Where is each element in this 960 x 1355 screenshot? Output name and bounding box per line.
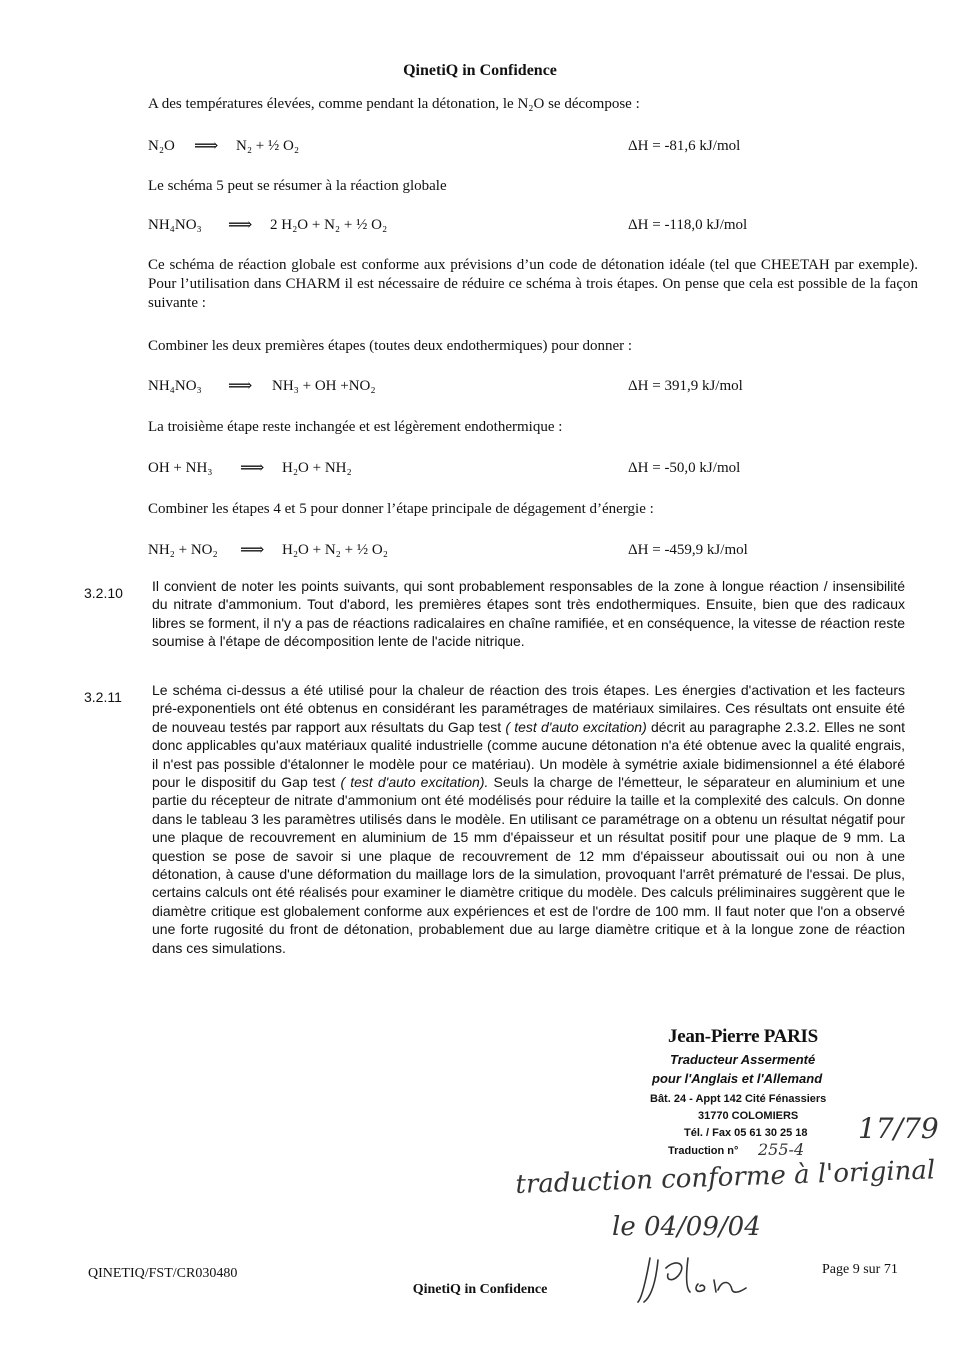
stamp-title-1: Traducteur Assermenté	[670, 1052, 816, 1067]
handwritten-date: le 04/09/04	[612, 1212, 761, 1242]
handwritten-translation-number: 255-4	[758, 1140, 805, 1159]
stamp-phone: Tél. / Fax 05 61 30 25 18	[684, 1127, 808, 1139]
equation-1-rhs: N₂ + ½ O₂	[236, 138, 300, 154]
equation-2-enthalpy: ΔH = -118,0 kJ/mol	[628, 217, 748, 233]
equation-3-enthalpy: ΔH = 391,9 kJ/mol	[628, 378, 743, 394]
arrow-icon: ⟹	[240, 458, 265, 477]
document-reference: QINETIQ/FST/CR030480	[88, 1266, 238, 1281]
equation-2-lhs: NH₄NO₃	[148, 217, 202, 233]
equation-5-lhs: NH₂ + NO₂	[148, 542, 218, 558]
equation-3-rhs: NH₃ + OH +NO₂	[272, 378, 376, 394]
equation-4-lhs: OH + NH₃	[148, 460, 213, 476]
equation-5-rhs: H₂O + N₂ + ½ O₂	[282, 542, 388, 558]
page-number: Page 9 sur 71	[822, 1262, 898, 1277]
arrow-icon: ⟹	[228, 376, 253, 395]
section-3-2-11-italic-1: ( test d'auto excitation)	[505, 718, 647, 735]
equation-1-enthalpy: ΔH = -81,6 kJ/mol	[628, 138, 741, 154]
paragraph-schema-5: Le schéma 5 peut se résumer à la réaction globale	[148, 178, 447, 194]
arrow-icon: ⟹	[194, 136, 219, 155]
stamp-address: Bât. 24 - Appt 142 Cité Fénassiers	[650, 1093, 827, 1105]
equation-1-lhs: N₂O	[148, 138, 175, 154]
arrow-icon: ⟹	[228, 215, 253, 234]
handwritten-page-count: 17/79	[858, 1112, 939, 1145]
section-3-2-11-part-2: décrit au paragraphe 2.3.2. Elles ne sont donc applicables qu'aux matériaux qualité industrielle (comme aucune détonation n'a été obtenue avec la qualité engrais, il n'est pas possible d'étalonner le modèle pour ce matériau). Un modèle à symétrie axiale bidimensionnel a été élaboré pour le dispositif du Gap test	[152, 718, 905, 791]
section-3-2-11-text	[152, 681, 905, 957]
section-3-2-11-part-1: Le schéma ci-dessus a été utilisé pour la chaleur de réaction des trois étapes. Les énergies d'activation et les facteurs pré-exponentiels ont été obtenus en considérant les paramétrages de matériaux similaires. Ces résultats ont ensuite été de nouveau testés par rapport aux résultats du Gap test	[152, 682, 905, 735]
section-3-2-10-number: 3.2.10	[84, 585, 123, 601]
stamp-city: 31770 COLOMIERS	[698, 1110, 799, 1122]
section-3-2-11-italic-2: ( test d'auto excitation).	[340, 774, 489, 791]
paragraph-third-step: La troisième étape reste inchangée et est légèrement endothermique :	[148, 419, 563, 435]
paragraph-global-scheme: Ce schéma de réaction globale est conforme aux prévisions d’un code de détonation idéale (tel que CHEETAH par exemple). Pour l’utilisation dans CHARM il est nécessaire de réduire ce schéma à trois étapes. On pense que cela est possible de la façon suivante :	[148, 257, 918, 311]
page-header: QinetiQ in Confidence	[403, 62, 557, 79]
section-3-2-11-number: 3.2.11	[84, 689, 122, 705]
paragraph-combine-2: Combiner les étapes 4 et 5 pour donner l’étape principale de dégagement d’énergie :	[148, 501, 654, 517]
stamp-title-2: pour l'Anglais et l'Allemand	[652, 1071, 823, 1086]
equation-4-rhs: H₂O + NH₂	[282, 460, 352, 476]
signature-icon	[636, 1250, 766, 1310]
equation-2-rhs: 2 H₂O + N₂ + ½ O₂	[270, 217, 388, 233]
handwritten-certification: traduction conforme à l'original	[515, 1155, 936, 1200]
equation-3-lhs: NH₄NO₃	[148, 378, 202, 394]
arrow-icon: ⟹	[240, 540, 265, 559]
page-footer: QinetiQ in Confidence	[412, 1282, 548, 1297]
equation-4-enthalpy: ΔH = -50,0 kJ/mol	[628, 460, 741, 476]
section-3-2-11-part-3: Seuls la charge de l'émetteur, le séparateur en aluminium et une partie du récepteur de nitrate d'ammonium ont été modélisés pour réduire la taille et la complexité des calculs. On donne dans le tableau 3 les paramètres utilisés dans le modèle. En utilisant ce paramétrage on a obtenu un résultat négatif pour une plaque de recouvrement en aluminium de 15 mm d'épaisseur et un résultat positif pour une plaque de 9 mm. La question se pose de savoir si une plaque de recouvrement de 12 mm d'épaisseur aboutissait oui ou non à une détonation, à cause d'une déformation du maillage lors de la simulation, provoquant l'arrêt prématuré de l'essai. De plus, certains calculs ont été réalisés pour examiner le diamètre critique du modèle. Des calculs préliminaires suggèrent que le diamètre critique est globalement conforme aux expériences et est de l'ordre de 100 mm. Il faut noter que l'on a observé une forte rugosité du front de détonation, probablement due au large diamètre critique et à la longue zone de réaction dans ces simulations.	[152, 774, 905, 956]
section-3-2-10-text: Il convient de noter les points suivants, qui sont probablement responsables de la zone à longue réaction / insensibilité du nitrate d'ammonium. Tout d'abord, les premières étapes sont très endothermiques. Ensuite, bien que des radicaux libres se forment, il n'y a pas de réactions radicalaires en chaîne ramifiée, et en conséquence, la vitesse de réaction reste soumise à l'étape de décomposition lente de l'acide nitrique.	[152, 578, 905, 650]
stamp-translation-label: Traduction n°	[668, 1145, 739, 1157]
equation-5-enthalpy: ΔH = -459,9 kJ/mol	[628, 542, 748, 558]
paragraph-combine-1: Combiner les deux premières étapes (toutes deux endothermiques) pour donner :	[148, 338, 633, 354]
intro-paragraph: A des températures élevées, comme pendant la détonation, le N₂O se décompose :	[148, 96, 640, 112]
stamp-name: Jean-Pierre PARIS	[668, 1026, 818, 1047]
